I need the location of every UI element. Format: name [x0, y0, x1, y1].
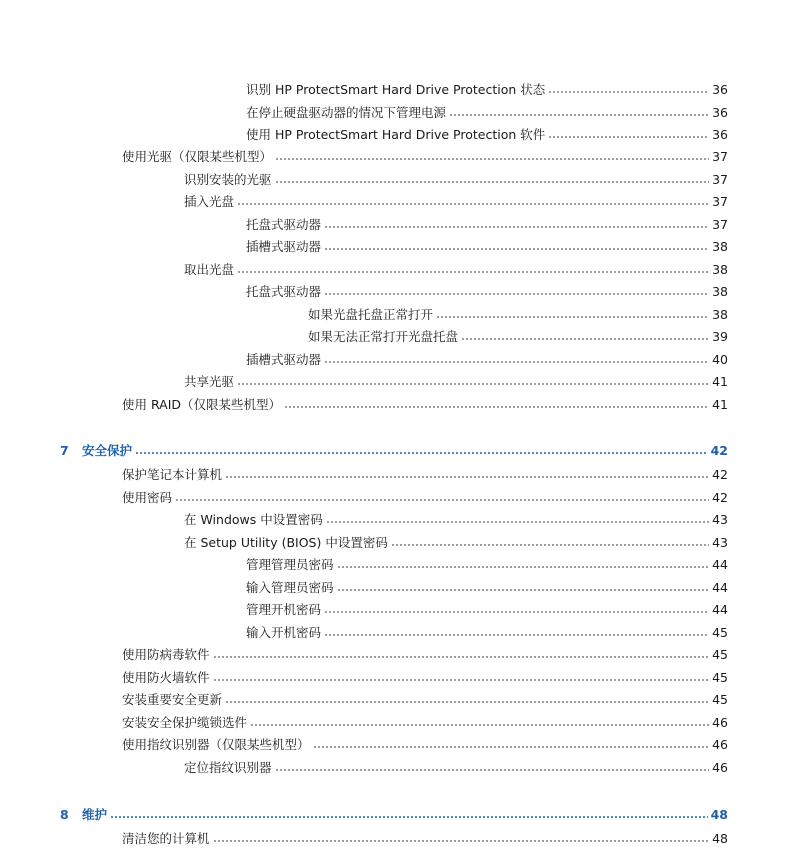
toc-entry-title: 识别 HP ProtectSmart Hard Drive Protection 状态 [246, 82, 546, 97]
dot-leader [313, 745, 710, 749]
toc-entry[interactable] [308, 306, 728, 324]
toc-entry[interactable] [246, 238, 728, 256]
dot-leader [175, 498, 709, 502]
toc-entry[interactable] [246, 216, 728, 234]
toc-entry-page: 42 [710, 443, 728, 458]
dot-leader [324, 247, 709, 251]
toc-entry-page: 44 [712, 580, 728, 595]
toc-entry[interactable] [122, 466, 728, 484]
toc-entry-page: 45 [712, 625, 728, 640]
toc-entry-title: 保护笔记本计算机 [122, 467, 223, 482]
toc-entry-title: 托盘式驱动器 [246, 217, 322, 232]
toc-entry-page: 36 [712, 127, 728, 142]
toc-entry-page: 37 [712, 172, 728, 187]
dot-leader [275, 180, 710, 184]
toc-entry-page: 45 [712, 692, 728, 707]
toc-entry-title: 在停止硬盘驱动器的情况下管理电源 [246, 105, 447, 120]
dot-leader [326, 520, 709, 524]
dot-leader [324, 610, 709, 614]
dot-leader [324, 633, 709, 637]
toc-entry-title: 输入管理员密码 [246, 580, 334, 595]
toc-entry[interactable] [184, 193, 728, 211]
toc-entry-title: 识别安装的光驱 [184, 172, 272, 187]
dot-leader [324, 225, 709, 229]
dot-leader [461, 337, 709, 341]
toc-entry[interactable] [122, 646, 728, 664]
dot-leader [135, 451, 708, 455]
toc-entry-title: 使用密码 [122, 490, 173, 505]
toc-entry[interactable] [246, 579, 728, 597]
toc-entry[interactable] [122, 489, 728, 507]
toc-entry[interactable] [246, 624, 728, 642]
dot-leader [213, 839, 710, 843]
toc-entry-page: 38 [712, 284, 728, 299]
toc-entry[interactable] [246, 351, 728, 369]
toc-entry-title: 插槽式驱动器 [246, 239, 322, 254]
toc-entry-page: 38 [712, 307, 728, 322]
toc-entry-title: 插槽式驱动器 [246, 352, 322, 367]
toc-entry-title: 使用防病毒软件 [122, 647, 210, 662]
dot-leader [237, 382, 709, 386]
toc-entry-page: 38 [712, 239, 728, 254]
dot-leader [250, 723, 709, 727]
dot-leader [436, 315, 709, 319]
toc-entry-title: 使用光驱（仅限某些机型） [122, 149, 273, 164]
dot-leader [237, 270, 709, 274]
dot-leader [213, 678, 710, 682]
toc-entry-page: 48 [712, 831, 728, 846]
toc-entry-title: 插入光盘 [184, 194, 235, 209]
toc-entry-page: 42 [712, 490, 728, 505]
dot-leader [391, 543, 709, 547]
toc-entry[interactable] [184, 261, 728, 279]
toc-entry-title: 在 Setup Utility (BIOS) 中设置密码 [184, 535, 388, 550]
toc-entry-title: 托盘式驱动器 [246, 284, 322, 299]
dot-leader [324, 292, 709, 296]
toc-entry-page: 39 [712, 329, 728, 344]
toc-entry-page: 42 [712, 467, 728, 482]
toc-entry[interactable] [184, 511, 728, 529]
toc-entry-page: 41 [712, 374, 728, 389]
toc-entry[interactable] [184, 373, 728, 391]
toc-entry-page: 44 [712, 557, 728, 572]
toc-entry-title: 定位指纹识别器 [184, 760, 272, 775]
toc-entry[interactable] [184, 171, 728, 189]
toc-entry[interactable] [246, 126, 728, 144]
toc-entry[interactable] [122, 714, 728, 732]
dot-leader [225, 475, 709, 479]
toc-entry[interactable] [184, 759, 728, 777]
toc-entry-page: 38 [712, 262, 728, 277]
dot-leader [284, 405, 709, 409]
toc-entry-page: 36 [712, 82, 728, 97]
toc-entry-page: 37 [712, 194, 728, 209]
toc-entry-page: 46 [712, 715, 728, 730]
toc-entry-page: 40 [712, 352, 728, 367]
dot-leader [225, 700, 709, 704]
toc-entry-title: 使用 RAID（仅限某些机型） [122, 397, 282, 412]
dot-leader [337, 565, 710, 569]
toc-chapter-heading[interactable] [60, 442, 728, 460]
dot-leader [275, 768, 710, 772]
toc-entry[interactable] [308, 328, 728, 346]
dot-leader [275, 157, 709, 161]
toc-entry-title: 清洁您的计算机 [122, 831, 210, 846]
toc-entry[interactable] [122, 691, 728, 709]
toc-entry[interactable] [246, 81, 728, 99]
toc-entry[interactable] [122, 669, 728, 687]
dot-leader [337, 588, 710, 592]
toc-entry-title: 使用指纹识别器（仅限某些机型） [122, 737, 310, 752]
dot-leader [110, 815, 708, 819]
toc-entry-page: 48 [710, 807, 728, 822]
toc-entry-title: 如果无法正常打开光盘托盘 [308, 329, 459, 344]
toc-entry-page: 45 [712, 647, 728, 662]
toc-entry-title: 使用 HP ProtectSmart Hard Drive Protection 软件 [246, 127, 546, 142]
toc-chapter-heading[interactable] [60, 806, 728, 824]
toc-entry-title: 安全保护 [82, 443, 133, 458]
toc-entry[interactable] [246, 556, 728, 574]
toc-entry-page: 43 [712, 512, 728, 527]
chapter-number: 7 [60, 443, 69, 458]
dot-leader [548, 135, 709, 139]
toc-entry-title: 管理开机密码 [246, 602, 322, 617]
toc-entry-page: 37 [712, 149, 728, 164]
toc-entry-title: 安装安全保护缆锁选件 [122, 715, 248, 730]
toc-entry-page: 46 [712, 760, 728, 775]
toc-entry-title: 在 Windows 中设置密码 [184, 512, 323, 527]
toc-entry-page: 44 [712, 602, 728, 617]
toc-entry[interactable] [122, 148, 728, 166]
toc-entry[interactable] [246, 601, 728, 619]
toc-entry[interactable] [184, 534, 728, 552]
dot-leader [237, 202, 709, 206]
toc-entry-title: 管理管理员密码 [246, 557, 334, 572]
toc-entry-page: 46 [712, 737, 728, 752]
toc-entry-page: 37 [712, 217, 728, 232]
toc-entry-title: 共享光驱 [184, 374, 235, 389]
chapter-number: 8 [60, 807, 69, 822]
toc-entry-title: 安装重要安全更新 [122, 692, 223, 707]
toc-entry-page: 41 [712, 397, 728, 412]
toc-entry-title: 输入开机密码 [246, 625, 322, 640]
toc-entry-title: 如果光盘托盘正常打开 [308, 307, 434, 322]
toc-entry[interactable] [246, 283, 728, 301]
dot-leader [548, 90, 709, 94]
toc-entry-page: 36 [712, 105, 728, 120]
toc-entry-title: 取出光盘 [184, 262, 235, 277]
toc-entry[interactable] [122, 830, 728, 848]
toc-entry-page: 45 [712, 670, 728, 685]
toc-entry[interactable] [122, 736, 728, 754]
dot-leader [449, 113, 709, 117]
dot-leader [324, 360, 709, 364]
toc-entry-page: 43 [712, 535, 728, 550]
toc-entry[interactable] [246, 104, 728, 122]
toc-entry-title: 使用防火墙软件 [122, 670, 210, 685]
dot-leader [213, 655, 710, 659]
toc-entry[interactable] [122, 396, 728, 414]
toc-entry-title: 维护 [82, 807, 108, 822]
